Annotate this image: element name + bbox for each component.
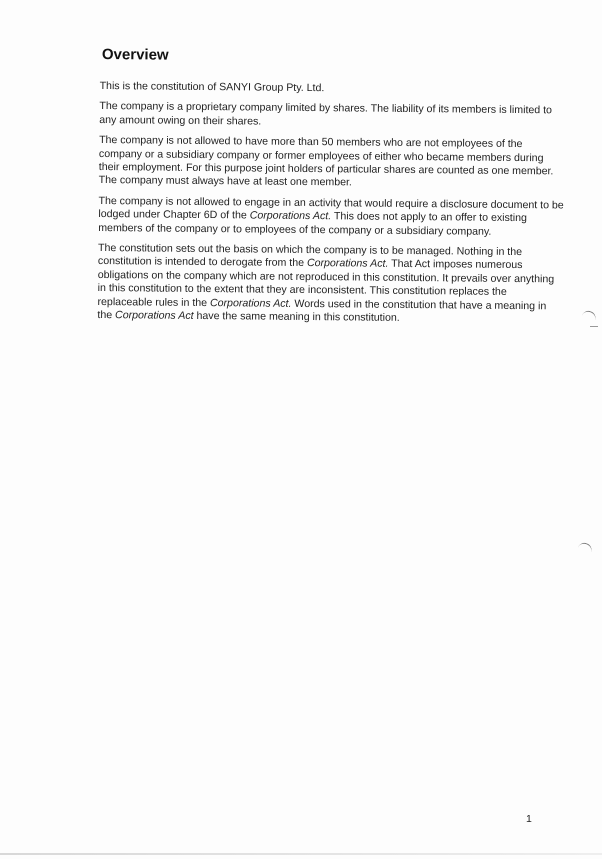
text-run: This does not apply to an offer to existing (331, 210, 527, 225)
act-name-italic: Corporations Act. (209, 296, 292, 310)
page-heading: Overview (101, 46, 169, 64)
text-run: members of the company or to employees of the company or a subsidiary company. (98, 221, 492, 238)
text-run: Words used in the constitution that have a meaning in (291, 297, 547, 312)
text-run: That Act imposes numerous (388, 258, 523, 272)
scan-artifact-mark (581, 309, 598, 324)
text-run: The constitution sets out the basis on which the company is to be managed. Nothing in the (98, 242, 523, 259)
act-name-italic: Corporations Act (115, 309, 194, 323)
scan-artifact-mark (577, 541, 594, 556)
text-run: company or a subsidiary company or former employees of either who became members during (98, 147, 544, 164)
paragraph-member-limits (99, 134, 554, 192)
page-bottom-edge (0, 853, 602, 855)
scan-artifact-tick (590, 326, 598, 327)
text-run: The company is a proprietary company limited by shares. The liability of its members is limited to (99, 100, 553, 117)
page-number: 1 (526, 813, 532, 825)
text-line (100, 80, 555, 98)
text-run: the (97, 309, 116, 322)
document-body (97, 46, 564, 334)
text-run: in this constitution to the extent that they are inconsistent. This constitution replaces the (97, 282, 507, 299)
text-run: The company must always have at least one member. (98, 174, 352, 189)
text-run: This is the constitution of SANYI Group Pty. Ltd. (99, 79, 325, 95)
paragraph-constitution-intro (100, 80, 555, 98)
text-run: their employment. For this purpose joint holders of particular shares are counted as one member. (98, 161, 554, 178)
paragraph-management-basis (97, 242, 553, 327)
act-name-italic: Corporations Act. (249, 209, 332, 223)
text-run: replaceable rules in the (97, 295, 211, 309)
text-run: any amount owing on their shares. (99, 113, 262, 128)
text-run: obligations on the company which are not reproduced in this constitution. It prevails over anything (97, 268, 555, 286)
text-run: constitution is intended to derogate from the (97, 255, 308, 270)
text-run: have the same meaning in this constitution. (193, 310, 400, 324)
text-run: The company is not allowed to engage in an activity that would require a disclosure document to be (98, 194, 564, 212)
paragraph-company-type (99, 100, 554, 131)
text-run: lodged under Chapter 6D of the (98, 208, 250, 222)
text-run: The company is not allowed to have more than 50 members who are not employees of the (99, 134, 523, 151)
act-name-italic: Corporations Act. (306, 257, 389, 271)
paragraph-disclosure (98, 194, 564, 240)
